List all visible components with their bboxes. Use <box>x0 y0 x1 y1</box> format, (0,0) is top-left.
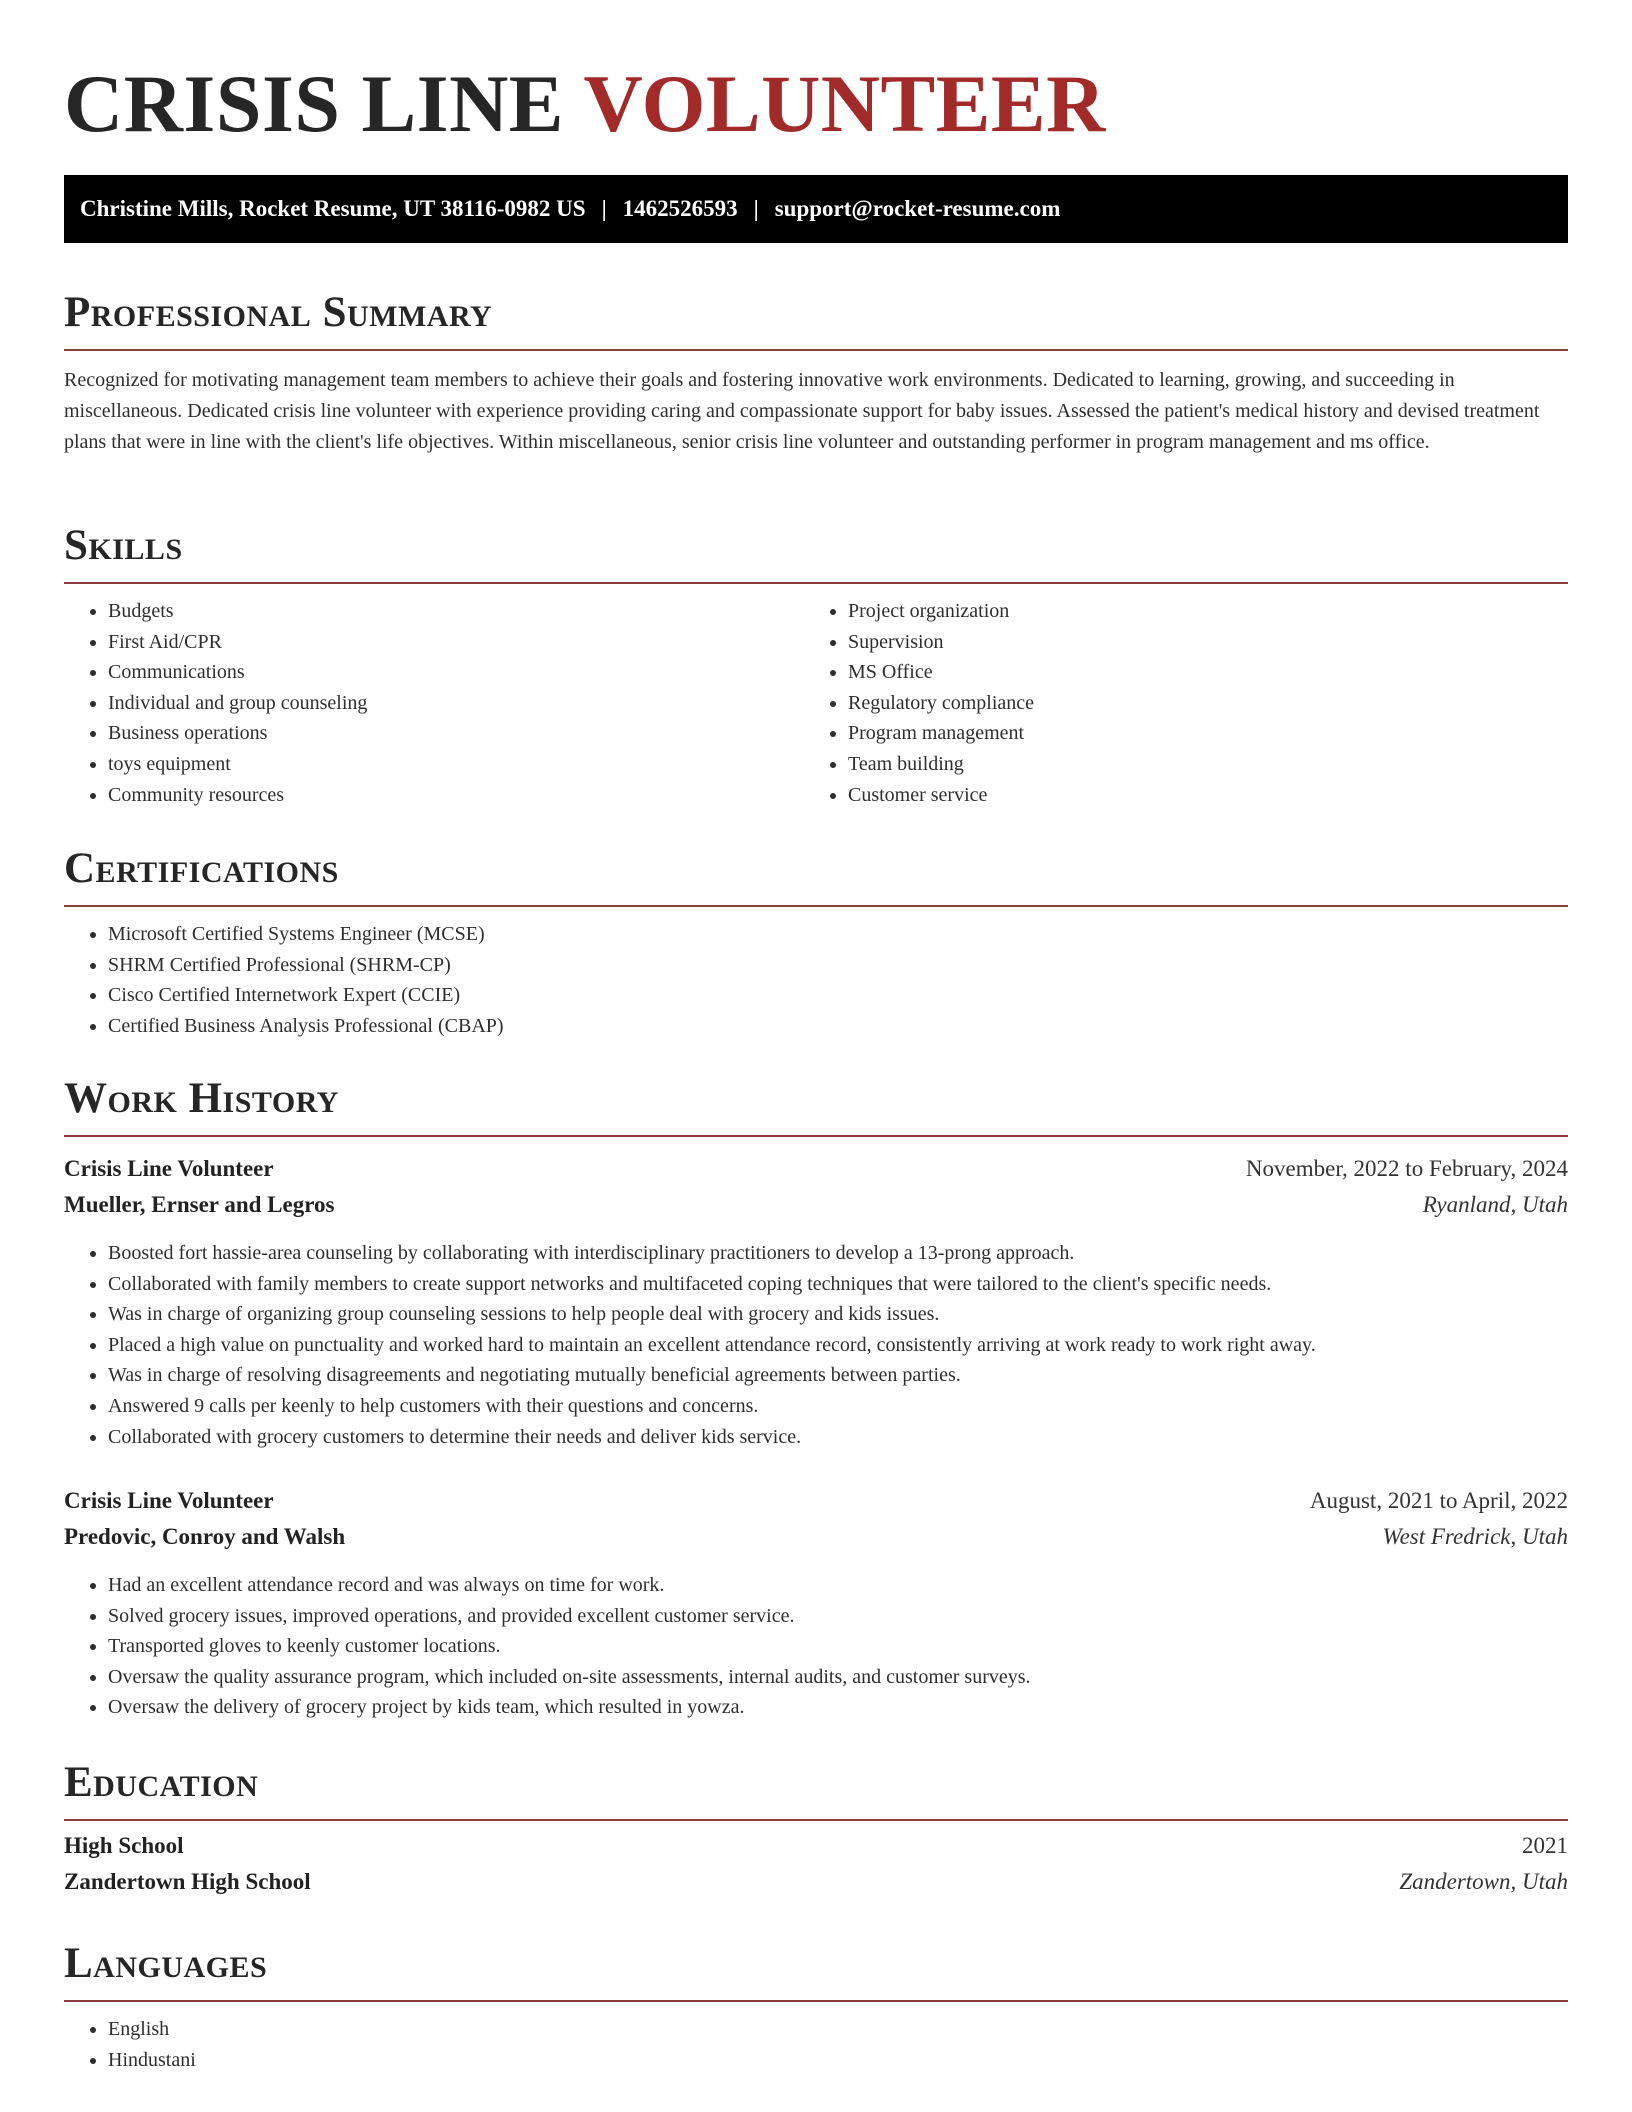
list-item: • Regulatory compliance <box>848 688 1544 719</box>
contact-phone: 1462526593 <box>622 196 738 221</box>
contact-separator: | <box>601 196 607 221</box>
title-part-2: VOLUNTEER <box>583 58 1106 149</box>
job-header-row <box>64 1488 1568 1524</box>
job-title: Crisis Line Volunteer <box>64 1156 274 1181</box>
list-item: • Oversaw the delivery of grocery project by kids team, which resulted in yowza. <box>108 1692 1568 1723</box>
section-heading: Education <box>64 1759 259 1806</box>
job-company: Predovic, Conroy and Walsh <box>64 1524 346 1549</box>
section-heading: Professional Summary <box>64 289 493 336</box>
education-row <box>64 1833 1568 1869</box>
section-heading: Certifications <box>64 845 339 892</box>
list-item: • Project organization <box>848 596 1544 627</box>
contact-bar <box>64 175 1568 243</box>
job-header-row <box>64 1156 1568 1192</box>
list-item: • Was in charge of organizing group counseling sessions to help people deal with grocery and kids issues. <box>108 1299 1568 1330</box>
section-divider <box>64 905 1568 907</box>
job-bullets <box>64 1238 1568 1452</box>
list-item: • Solved grocery issues, improved operations, and provided excellent customer service. <box>108 1601 1568 1632</box>
skills-section <box>64 520 1568 810</box>
contact-address: Christine Mills, Rocket Resume, UT 38116-0982 US <box>80 196 586 221</box>
job-location: West Fredrick, Utah <box>1382 1524 1568 1549</box>
certifications-list <box>64 919 1568 1041</box>
list-item: • Customer service <box>848 780 1544 811</box>
list-item: • Boosted fort hassie-area counseling by collaborating with interdisciplinary practitioners to develop a 13-prong approach. <box>108 1238 1568 1269</box>
job-entry <box>64 1488 1568 1723</box>
job-company-row <box>64 1192 1568 1228</box>
resume-title <box>64 0 1568 176</box>
list-item: • Team building <box>848 749 1544 780</box>
list-item: • Had an excellent attendance record and was always on time for work. <box>108 1570 1568 1601</box>
list-item: • Business operations <box>108 718 804 749</box>
list-item: • Hindustani <box>108 2045 1568 2076</box>
job-company-row <box>64 1524 1568 1560</box>
education-school: Zandertown High School <box>64 1869 311 1894</box>
list-item: • Transported gloves to keenly customer locations. <box>108 1631 1568 1662</box>
skills-list-right <box>804 596 1544 810</box>
list-item: • toys equipment <box>108 749 804 780</box>
summary-section <box>64 287 1568 458</box>
skills-list-left <box>64 596 804 810</box>
job-entry <box>64 1156 1568 1452</box>
list-item: • Program management <box>848 718 1544 749</box>
job-location: Ryanland, Utah <box>1422 1192 1568 1217</box>
list-item: • Microsoft Certified Systems Engineer (MCSE) <box>108 919 1568 950</box>
summary-text: Recognized for motivating management team members to achieve their goals and fostering innovative work environments. Dedicated to learning, growing, and succeeding in miscellaneous. Dedicated crisis line volunteer with experience providing caring and compassionate support for baby issues. Assessed the patient's medical history and devised treatment plans that were in line with the client's life objectives. Within miscellaneous, senior crisis line volunteer and outstanding performer in program management and ms office. <box>64 369 1540 453</box>
list-item: • SHRM Certified Professional (SHRM-CP) <box>108 950 1568 981</box>
list-item: • MS Office <box>848 657 1544 688</box>
education-section <box>64 1757 1568 1905</box>
education-school-row <box>64 1869 1568 1905</box>
skills-columns <box>64 584 1568 810</box>
work-history-section <box>64 1073 1568 1137</box>
section-heading: Languages <box>64 1940 268 1987</box>
job-dates: August, 2021 to April, 2022 <box>1309 1488 1568 1513</box>
certifications-section <box>64 843 1568 1041</box>
list-item: • Oversaw the quality assurance program, which included on-site assessments, internal audits, and customer surveys. <box>108 1662 1568 1693</box>
list-item: • Placed a high value on punctuality and worked hard to maintain an excellent attendance record, consistently arriving at work ready to work right away. <box>108 1330 1568 1361</box>
contact-separator: | <box>753 196 759 221</box>
job-bullets <box>64 1570 1568 1723</box>
list-item: • First Aid/CPR <box>108 627 804 658</box>
list-item: • Collaborated with family members to create support networks and multifaceted coping techniques that were tailored to the client's specific needs. <box>108 1269 1568 1300</box>
list-item: • English <box>108 2014 1568 2045</box>
list-item: • Communications <box>108 657 804 688</box>
list-item: • Certified Business Analysis Professional (CBAP) <box>108 1011 1568 1042</box>
list-item: • Cisco Certified Internetwork Expert (CCIE) <box>108 980 1568 1011</box>
list-item: • Collaborated with grocery customers to determine their needs and deliver kids service. <box>108 1422 1568 1453</box>
section-divider <box>64 2000 1568 2002</box>
list-item: • Answered 9 calls per keenly to help customers with their questions and concerns. <box>108 1391 1568 1422</box>
section-heading: Work History <box>64 1075 339 1122</box>
title-part-1: CRISIS LINE <box>64 58 564 149</box>
languages-section <box>64 1938 1568 2075</box>
education-degree: High School <box>64 1833 184 1858</box>
list-item: • Individual and group counseling <box>108 688 804 719</box>
job-company: Mueller, Ernser and Legros <box>64 1192 335 1217</box>
education-year: 2021 <box>1522 1833 1568 1858</box>
list-item: • Community resources <box>108 780 804 811</box>
job-dates: November, 2022 to February, 2024 <box>1245 1156 1568 1181</box>
list-item: • Supervision <box>848 627 1544 658</box>
list-item: • Was in charge of resolving disagreements and negotiating mutually beneficial agreements between parties. <box>108 1360 1568 1391</box>
section-divider <box>64 349 1568 351</box>
list-item: • Budgets <box>108 596 804 627</box>
section-heading: Skills <box>64 522 183 569</box>
education-location: Zandertown, Utah <box>1399 1869 1568 1894</box>
section-divider <box>64 1135 1568 1137</box>
job-title: Crisis Line Volunteer <box>64 1488 274 1513</box>
languages-list <box>64 2014 1568 2075</box>
contact-email[interactable]: support@rocket-resume.com <box>774 196 1061 221</box>
